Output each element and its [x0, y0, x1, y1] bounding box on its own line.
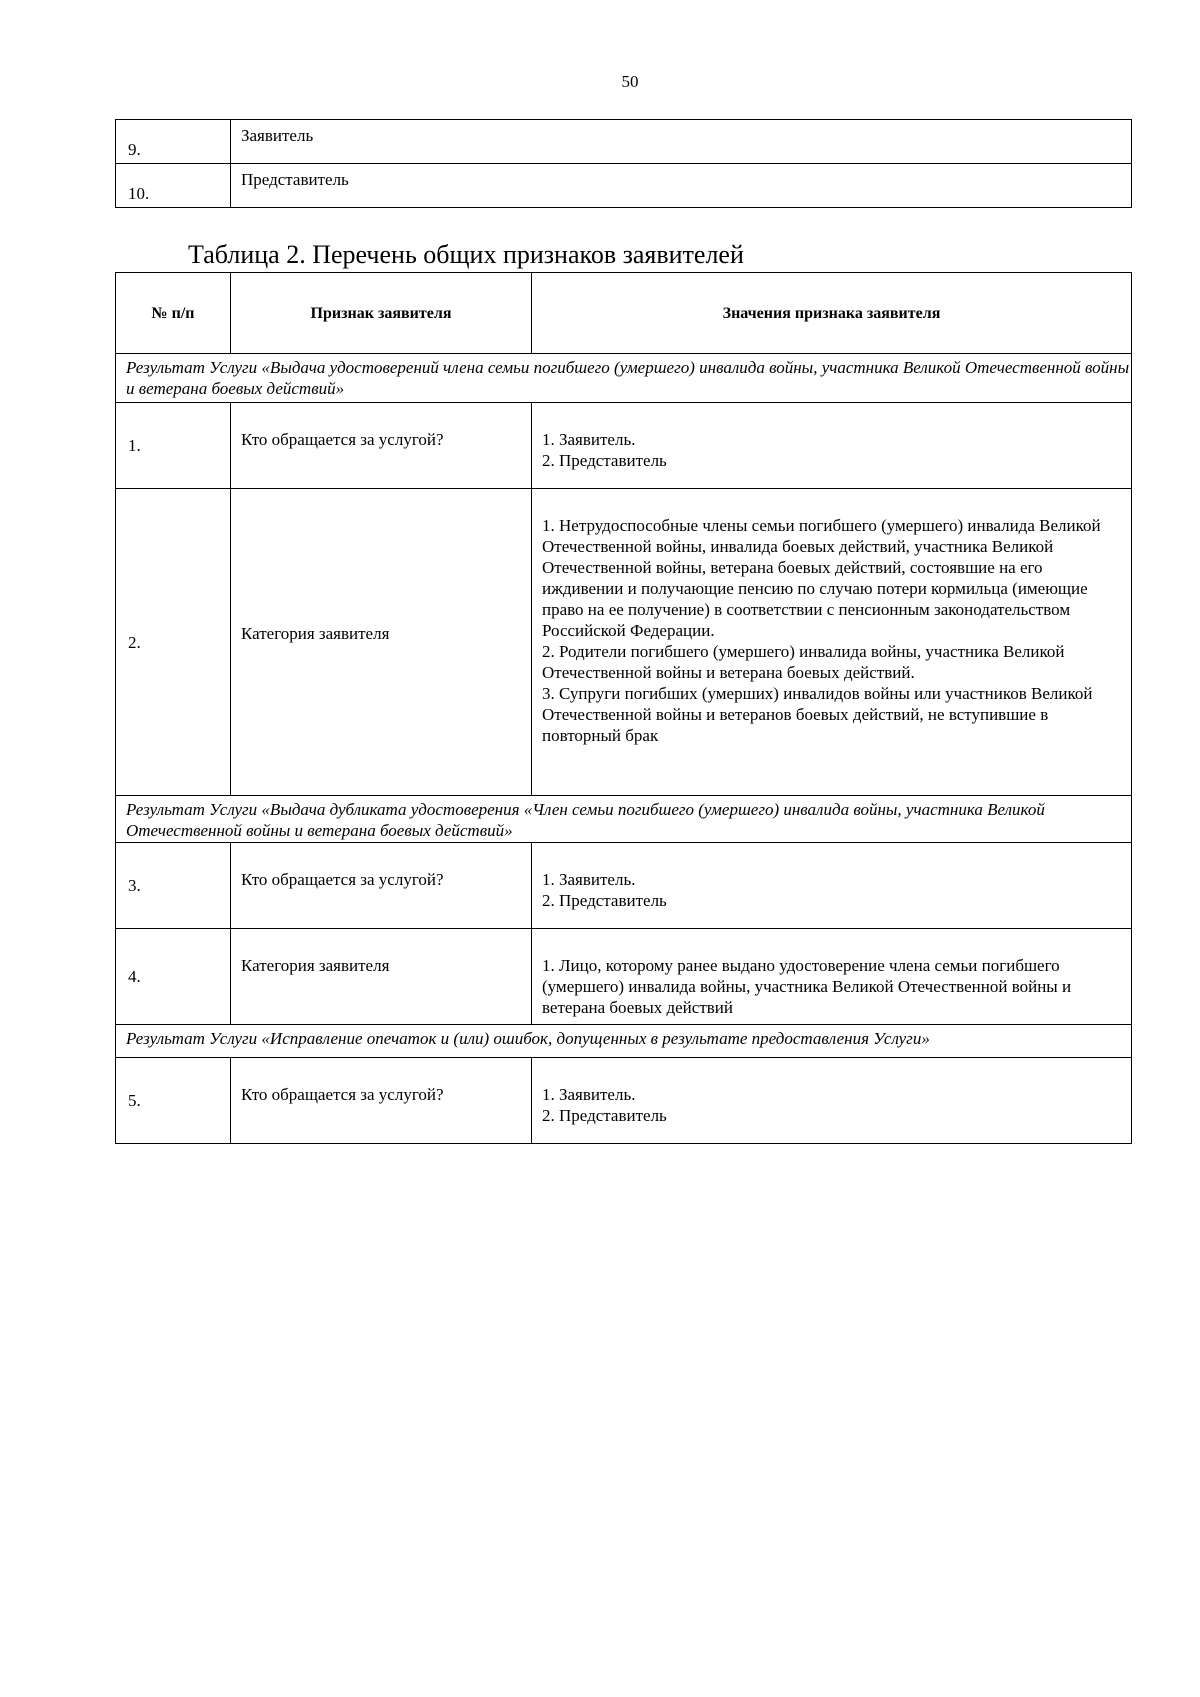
section-row: [116, 1025, 1132, 1058]
row-number: 4.: [116, 929, 231, 1025]
row-values: 1. Нетрудоспособные члены семьи погибшего (умершего) инвалида Великой Отечественной войны, инвалида боевых действий, участника Великой Отечественной войны, ветерана боевых действий, состоявшие на его иждивении и получающие пенсию по случаю потери кормильца (имеющие право на ее получение) в соответствии с пенсионным законодательством Российской Федерации. 2. Родители погибшего (умершего) инвалида войны, участника Великой Отечественной войны и ветерана боевых действий. 3. Супруги погибших (умерших) инвалидов войны или участников Великой Отечественной войны и ветеранов боевых действий, не вступившие в повторный брак: [532, 489, 1132, 796]
row-number: 3.: [116, 843, 231, 929]
row-number: 5.: [116, 1058, 231, 1144]
row-values: 1. Лицо, которому ранее выдано удостоверение члена семьи погибшего (умершего) инвалида войны, участника Великой Отечественной войны и ветерана боевых действий: [532, 929, 1132, 1025]
row-attribute: Кто обращается за услугой?: [231, 1058, 532, 1144]
row-text: Заявитель: [231, 120, 1132, 164]
row-attribute: Кто обращается за услугой?: [231, 403, 532, 489]
table-row: [116, 843, 1132, 929]
row-number: 10.: [116, 164, 231, 208]
header-values: Значения признака заявителя: [532, 273, 1132, 354]
row-number: 9.: [116, 120, 231, 164]
service-result-heading: Результат Услуги «Выдача удостоверений члена семьи погибшего (умершего) инвалида войны, участника Великой Отечественной войны и ветерана боевых действий»: [116, 354, 1132, 403]
page-number: 50: [621, 72, 639, 91]
table-caption: Таблица 2. Перечень общих признаков заявителей: [188, 240, 744, 269]
row-values: 1. Заявитель. 2. Представитель: [532, 403, 1132, 489]
table-row: [116, 489, 1132, 796]
table-row: [116, 403, 1132, 489]
section-row: [116, 354, 1132, 403]
section-row: [116, 796, 1132, 843]
table-row: [116, 1058, 1132, 1144]
row-values: 1. Заявитель. 2. Представитель: [532, 1058, 1132, 1144]
row-values: 1. Заявитель. 2. Представитель: [532, 843, 1132, 929]
header-attribute: Признак заявителя: [231, 273, 532, 354]
row-attribute: Категория заявителя: [231, 929, 532, 1025]
row-number: 2.: [116, 489, 231, 796]
row-attribute: Категория заявителя: [231, 489, 532, 796]
applicant-attributes-table: [115, 272, 1132, 1144]
table-row: [116, 929, 1132, 1025]
row-number: 1.: [116, 403, 231, 489]
service-result-heading: Результат Услуги «Выдача дубликата удостоверения «Член семьи погибшего (умершего) инвалида войны, участника Великой Отечественной войны и ветерана боевых действий»: [116, 796, 1132, 843]
service-result-heading: Результат Услуги «Исправление опечаток и (или) ошибок, допущенных в результате предоставления Услуги»: [116, 1025, 1132, 1058]
table-row: [116, 164, 1132, 208]
row-text: Представитель: [231, 164, 1132, 208]
header-num: № п/п: [116, 273, 231, 354]
row-attribute: Кто обращается за услугой?: [231, 843, 532, 929]
header-row: [116, 273, 1132, 354]
table-row: [116, 120, 1132, 164]
applicant-types-table: [115, 119, 1132, 208]
